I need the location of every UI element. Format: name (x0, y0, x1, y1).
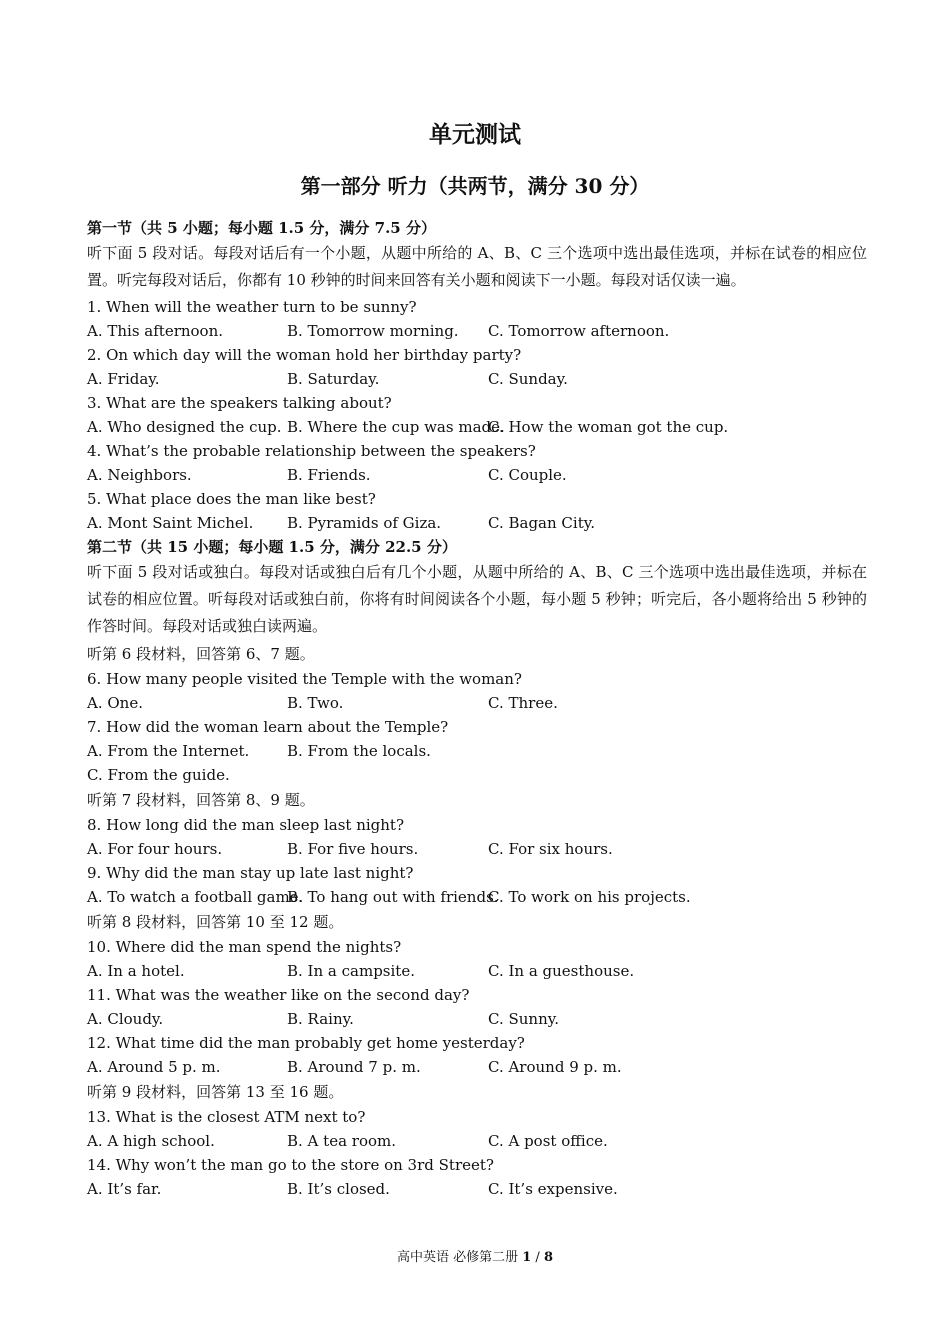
question-4 (87, 439, 867, 487)
options (87, 1129, 867, 1153)
option-c: C. Sunday. (488, 370, 568, 388)
option-b: B. Tomorrow morning. (287, 322, 459, 340)
option-b: B. Two. (287, 694, 344, 712)
option-a: A. From the Internet. (87, 742, 250, 760)
options (87, 1007, 867, 1031)
option-a: A. Cloudy. (87, 1010, 164, 1028)
question-10 (87, 935, 867, 983)
option-a: A. In a hotel. (87, 962, 185, 980)
question-text: 13. What is the closest ATM next to? (87, 1108, 366, 1126)
question-11 (87, 983, 867, 1031)
option-b: B. To hang out with friends. (287, 888, 499, 906)
options (87, 691, 867, 715)
question-7 (87, 715, 867, 787)
option-a: A. Who designed the cup. (87, 418, 282, 436)
material-8-note: 听第 8 段材料，回答第 10 至 12 题。 (87, 913, 344, 931)
page-title: 单元测试 (429, 121, 521, 148)
option-a: A. For four hours. (87, 840, 223, 858)
question-text: 10. Where did the man spend the nights? (87, 938, 402, 956)
options (87, 511, 867, 535)
options (87, 319, 867, 343)
question-text: 8. How long did the man sleep last night? (87, 816, 404, 834)
option-a: A. Neighbors. (87, 466, 192, 484)
options (87, 739, 867, 763)
question-14 (87, 1153, 867, 1201)
option-c: C. It’s expensive. (488, 1180, 618, 1198)
page-total: 8 (543, 1250, 553, 1265)
option-a: A. Mont Saint Michel. (87, 514, 254, 532)
option-b: B. Saturday. (287, 370, 380, 388)
options (87, 837, 867, 861)
option-a: A. One. (87, 694, 143, 712)
question-13 (87, 1105, 867, 1153)
option-b: B. Around 7 p. m. (287, 1058, 421, 1076)
option-a: A. This afternoon. (87, 322, 224, 340)
options (87, 1055, 867, 1079)
question-text: 1. When will the weather turn to be sunny? (87, 298, 417, 316)
option-a: A. Friday. (87, 370, 160, 388)
option-a: A. To watch a football game. (87, 888, 304, 906)
question-text: 7. How did the woman learn about the Temple? (87, 718, 449, 736)
option-c: C. Three. (488, 694, 558, 712)
option-a: A. Around 5 p. m. (87, 1058, 221, 1076)
part-title: 第一部分 听力（共两节，满分 30 分） (300, 174, 650, 198)
option-c: C. Around 9 p. m. (488, 1058, 622, 1076)
section1-instructions: 听下面 5 段对话。每段对话后有一个小题，从题中所给的 A、B、C 三个选项中选出最佳选项，并标在试卷的相应位置。听完每段对话后，你都有 10 秒钟的时间来回答有关小题和阅读下一小题。每段对话仅读一遍。 (87, 244, 867, 289)
option-b: B. It’s closed. (287, 1180, 390, 1198)
options (87, 415, 867, 439)
options (87, 959, 867, 983)
question-3 (87, 391, 867, 439)
question-text: 5. What place does the man like best? (87, 490, 376, 508)
option-c: C. In a guesthouse. (488, 962, 635, 980)
page-separator: / (531, 1250, 544, 1265)
question-1 (87, 295, 867, 343)
footer-book: 高中英语 必修第二册 (396, 1250, 523, 1265)
option-c: C. Bagan City. (488, 514, 595, 532)
option-c: C. Tomorrow afternoon. (488, 322, 670, 340)
question-5 (87, 487, 867, 535)
question-text: 2. On which day will the woman hold her birthday party? (87, 346, 522, 364)
section2-instructions: 听下面 5 段对话或独白。每段对话或独白后有几个小题，从题中所给的 A、B、C 三个选项中选出最佳选项，并标在试卷的相应位置。听每段对话或独白前，你将有时间阅读各个小题，每小题 5 秒钟；听完后，各小题将给出 5 秒钟的作答时间。每段对话或独白读两遍。 (87, 563, 867, 635)
option-b: B. Pyramids of Giza. (287, 514, 442, 532)
question-text: 3. What are the speakers talking about? (87, 394, 392, 412)
material-7-note: 听第 7 段材料，回答第 8、9 题。 (87, 791, 315, 809)
option-b: B. From the locals. (287, 742, 431, 760)
question-2 (87, 343, 867, 391)
question-text: 11. What was the weather like on the second day? (87, 986, 470, 1004)
option-c: C. Couple. (488, 466, 567, 484)
option-b: B. A tea room. (287, 1132, 396, 1150)
options (87, 367, 867, 391)
question-6 (87, 667, 867, 715)
question-12 (87, 1031, 867, 1079)
question-9 (87, 861, 867, 909)
options (87, 463, 867, 487)
option-c: C. Sunny. (488, 1010, 559, 1028)
option-b: B. For five hours. (287, 840, 419, 858)
question-text: 9. Why did the man stay up late last night? (87, 864, 414, 882)
question-8 (87, 813, 867, 861)
option-c: C. For six hours. (488, 840, 613, 858)
question-text: 6. How many people visited the Temple with the woman? (87, 670, 522, 688)
option-c: C. From the guide. (87, 766, 230, 784)
exam-content (87, 216, 867, 1201)
option-c: C. How the woman got the cup. (488, 418, 729, 436)
option-b: B. Where the cup was made. (287, 418, 505, 436)
section1-heading: 第一节（共 5 小题；每小题 1.5 分，满分 7.5 分） (87, 219, 436, 237)
options (87, 1177, 867, 1201)
page-footer (0, 1246, 950, 1265)
option-a: A. A high school. (87, 1132, 215, 1150)
option-c: C. To work on his projects. (488, 888, 691, 906)
option-a: A. It’s far. (87, 1180, 162, 1198)
material-9-note: 听第 9 段材料，回答第 13 至 16 题。 (87, 1083, 344, 1101)
option-b: B. Friends. (287, 466, 371, 484)
page-number: 1 (522, 1250, 532, 1265)
option-b: B. In a campsite. (287, 962, 415, 980)
question-text: 14. Why won’t the man go to the store on 3rd Street? (87, 1156, 494, 1174)
question-text: 12. What time did the man probably get home yesterday? (87, 1034, 525, 1052)
option-c: C. A post office. (488, 1132, 608, 1150)
option-b: B. Rainy. (287, 1010, 354, 1028)
question-text: 4. What’s the probable relationship between the speakers? (87, 442, 536, 460)
material-6-note: 听第 6 段材料，回答第 6、7 题。 (87, 645, 315, 663)
options (87, 885, 867, 909)
section2-heading: 第二节（共 15 小题；每小题 1.5 分，满分 22.5 分） (87, 538, 457, 556)
